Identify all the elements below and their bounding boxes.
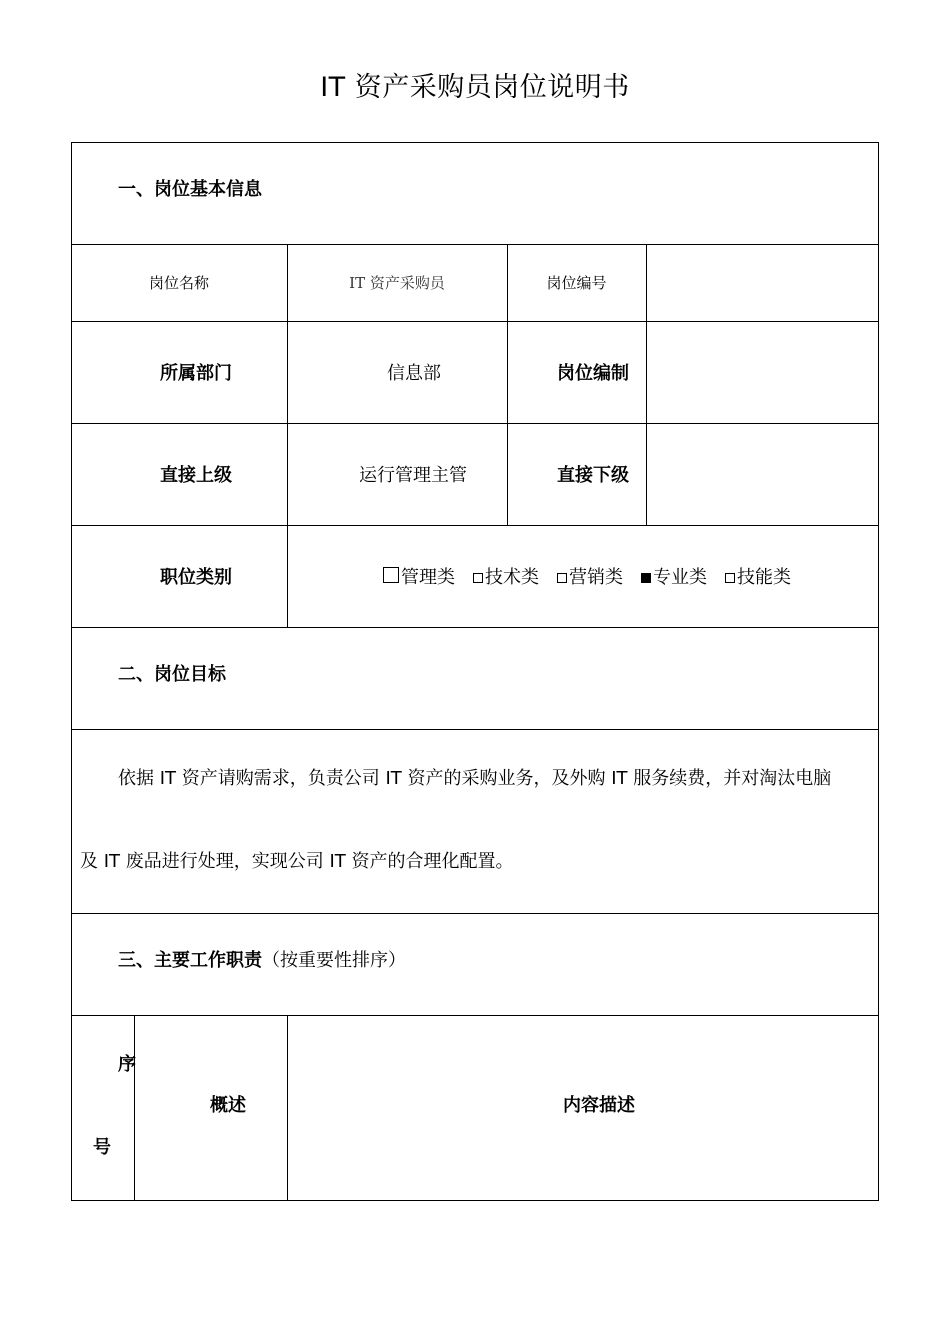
category-option-label: 技能类	[737, 567, 791, 588]
category-option-marketing[interactable]	[557, 563, 623, 589]
position-name-label: 岗位名称	[148, 274, 209, 292]
superior-label: 直接上级	[160, 465, 232, 486]
table-border-bottom	[71, 1200, 879, 1201]
category-option-skilled[interactable]	[725, 563, 791, 589]
checked-checkbox-icon	[641, 573, 651, 583]
checkbox-icon	[383, 567, 399, 583]
column-header-content: 内容描述	[563, 1095, 635, 1116]
column-divider	[134, 1015, 135, 1201]
section-heading-main-duties	[71, 913, 879, 1005]
category-options	[383, 525, 879, 627]
department-value: 信息部	[387, 363, 441, 384]
category-option-professional[interactable]	[641, 563, 707, 589]
subordinate-label: 直接下级	[557, 465, 629, 486]
category-label: 职位类别	[160, 567, 232, 588]
column-divider	[287, 1015, 288, 1201]
category-option-management[interactable]	[383, 563, 455, 589]
category-option-label: 技术类	[485, 567, 539, 588]
headcount-value	[646, 321, 879, 423]
job-description-table	[71, 142, 879, 1201]
document-title: IT 资产采购员岗位说明书	[320, 72, 630, 103]
department-label: 所属部门	[160, 363, 232, 384]
row-divider	[71, 1015, 879, 1016]
category-option-label: 专业类	[653, 567, 707, 588]
position-name-value: IT 资产采购员	[349, 274, 445, 292]
row-divider	[71, 729, 879, 730]
position-code-value	[646, 244, 879, 321]
column-header-seq-part1: 序	[118, 1054, 136, 1075]
goal-text-line2: 及 IT 废品进行处理，实现公司 IT 资产的合理化配置。	[80, 851, 514, 872]
headcount-label: 岗位编制	[557, 363, 629, 384]
checkbox-icon	[557, 573, 567, 583]
superior-value: 运行管理主管	[359, 465, 467, 486]
section-heading-basic-info: 一、岗位基本信息	[118, 179, 262, 200]
category-option-technical[interactable]	[473, 563, 539, 589]
subordinate-value	[646, 423, 879, 525]
position-code-label: 岗位编号	[546, 274, 607, 292]
category-option-label: 营销类	[569, 567, 623, 588]
main-duties-note: （按重要性排序）	[262, 950, 406, 971]
category-option-label: 管理类	[401, 567, 455, 588]
section-heading-position-goal: 二、岗位目标	[118, 664, 226, 685]
main-duties-title: 三、主要工作职责	[118, 950, 262, 971]
checkbox-icon	[725, 573, 735, 583]
column-header-seq-part2: 号	[93, 1137, 111, 1158]
checkbox-icon	[473, 573, 483, 583]
goal-text-line1: 依据 IT 资产请购需求，负责公司 IT 资产的采购业务，及外购 IT 服务续费，并对淘汰电脑	[118, 768, 832, 789]
column-header-summary: 概述	[210, 1095, 246, 1116]
